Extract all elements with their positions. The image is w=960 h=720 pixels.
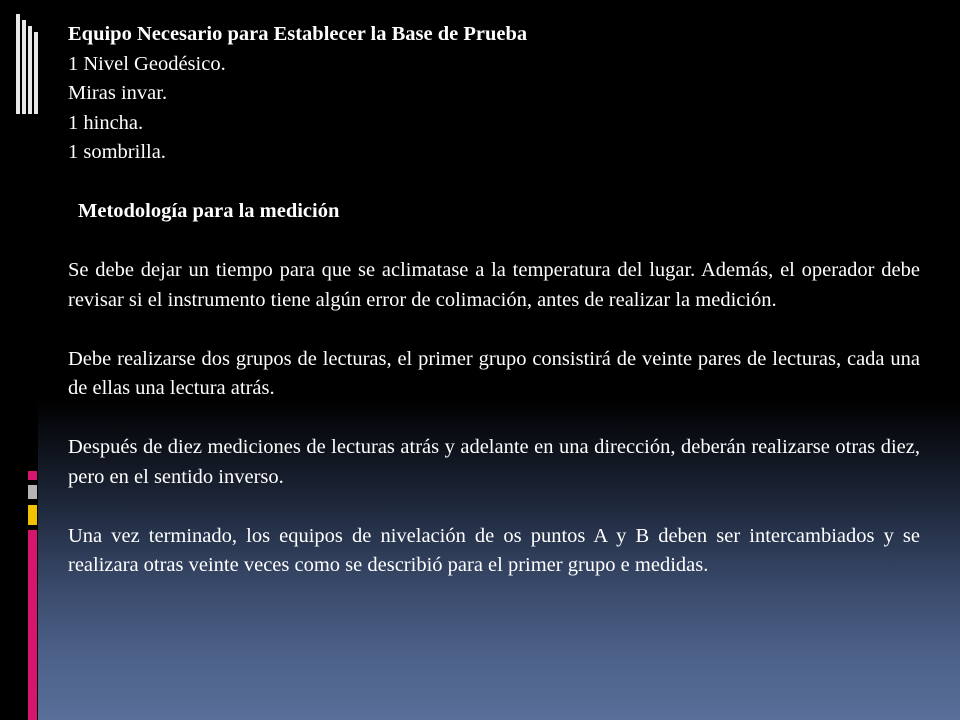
- decorative-bars-icon: [0, 0, 40, 720]
- paragraph: Se debe dejar un tiempo para que se aclimatase a la temperatura del lugar. Además, el operador debe revisar si el instrumento tiene algún error de colimación, antes de realizar la medición.: [68, 259, 920, 311]
- equipment-item: 1 hincha.: [68, 111, 144, 134]
- equipment-item: 1 Nivel Geodésico.: [68, 52, 226, 75]
- spacer: [68, 168, 920, 198]
- paragraph: Debe realizarse dos grupos de lecturas, el primer grupo consistirá de veinte pares de lecturas, cada una de ellas una lectura atrás.: [68, 347, 920, 399]
- spacer: [68, 404, 920, 434]
- equipment-heading: Equipo Necesario para Establecer la Base de Prueba: [68, 23, 528, 45]
- paragraph: Una vez terminado, los equipos de nivelación de os puntos A y B deben ser intercambiados y se realizara otras veinte veces como se describió para el primer grupo e medidas.: [68, 524, 920, 576]
- spacer: [68, 492, 920, 522]
- spacer: [68, 227, 920, 257]
- equipment-item: Miras invar.: [68, 82, 168, 104]
- spacer: [68, 315, 920, 345]
- equipment-item: 1 sombrilla.: [68, 141, 166, 163]
- bottom-accent-stack: [28, 471, 37, 720]
- slide-text: [68, 20, 920, 581]
- paragraph: Después de diez mediciones de lecturas atrás y adelante en una dirección, deberán realizarse otras diez, pero en el sentido inverso.: [68, 436, 920, 488]
- top-accent-bars: [16, 14, 38, 114]
- methodology-heading: Metodología para la medición: [78, 200, 340, 222]
